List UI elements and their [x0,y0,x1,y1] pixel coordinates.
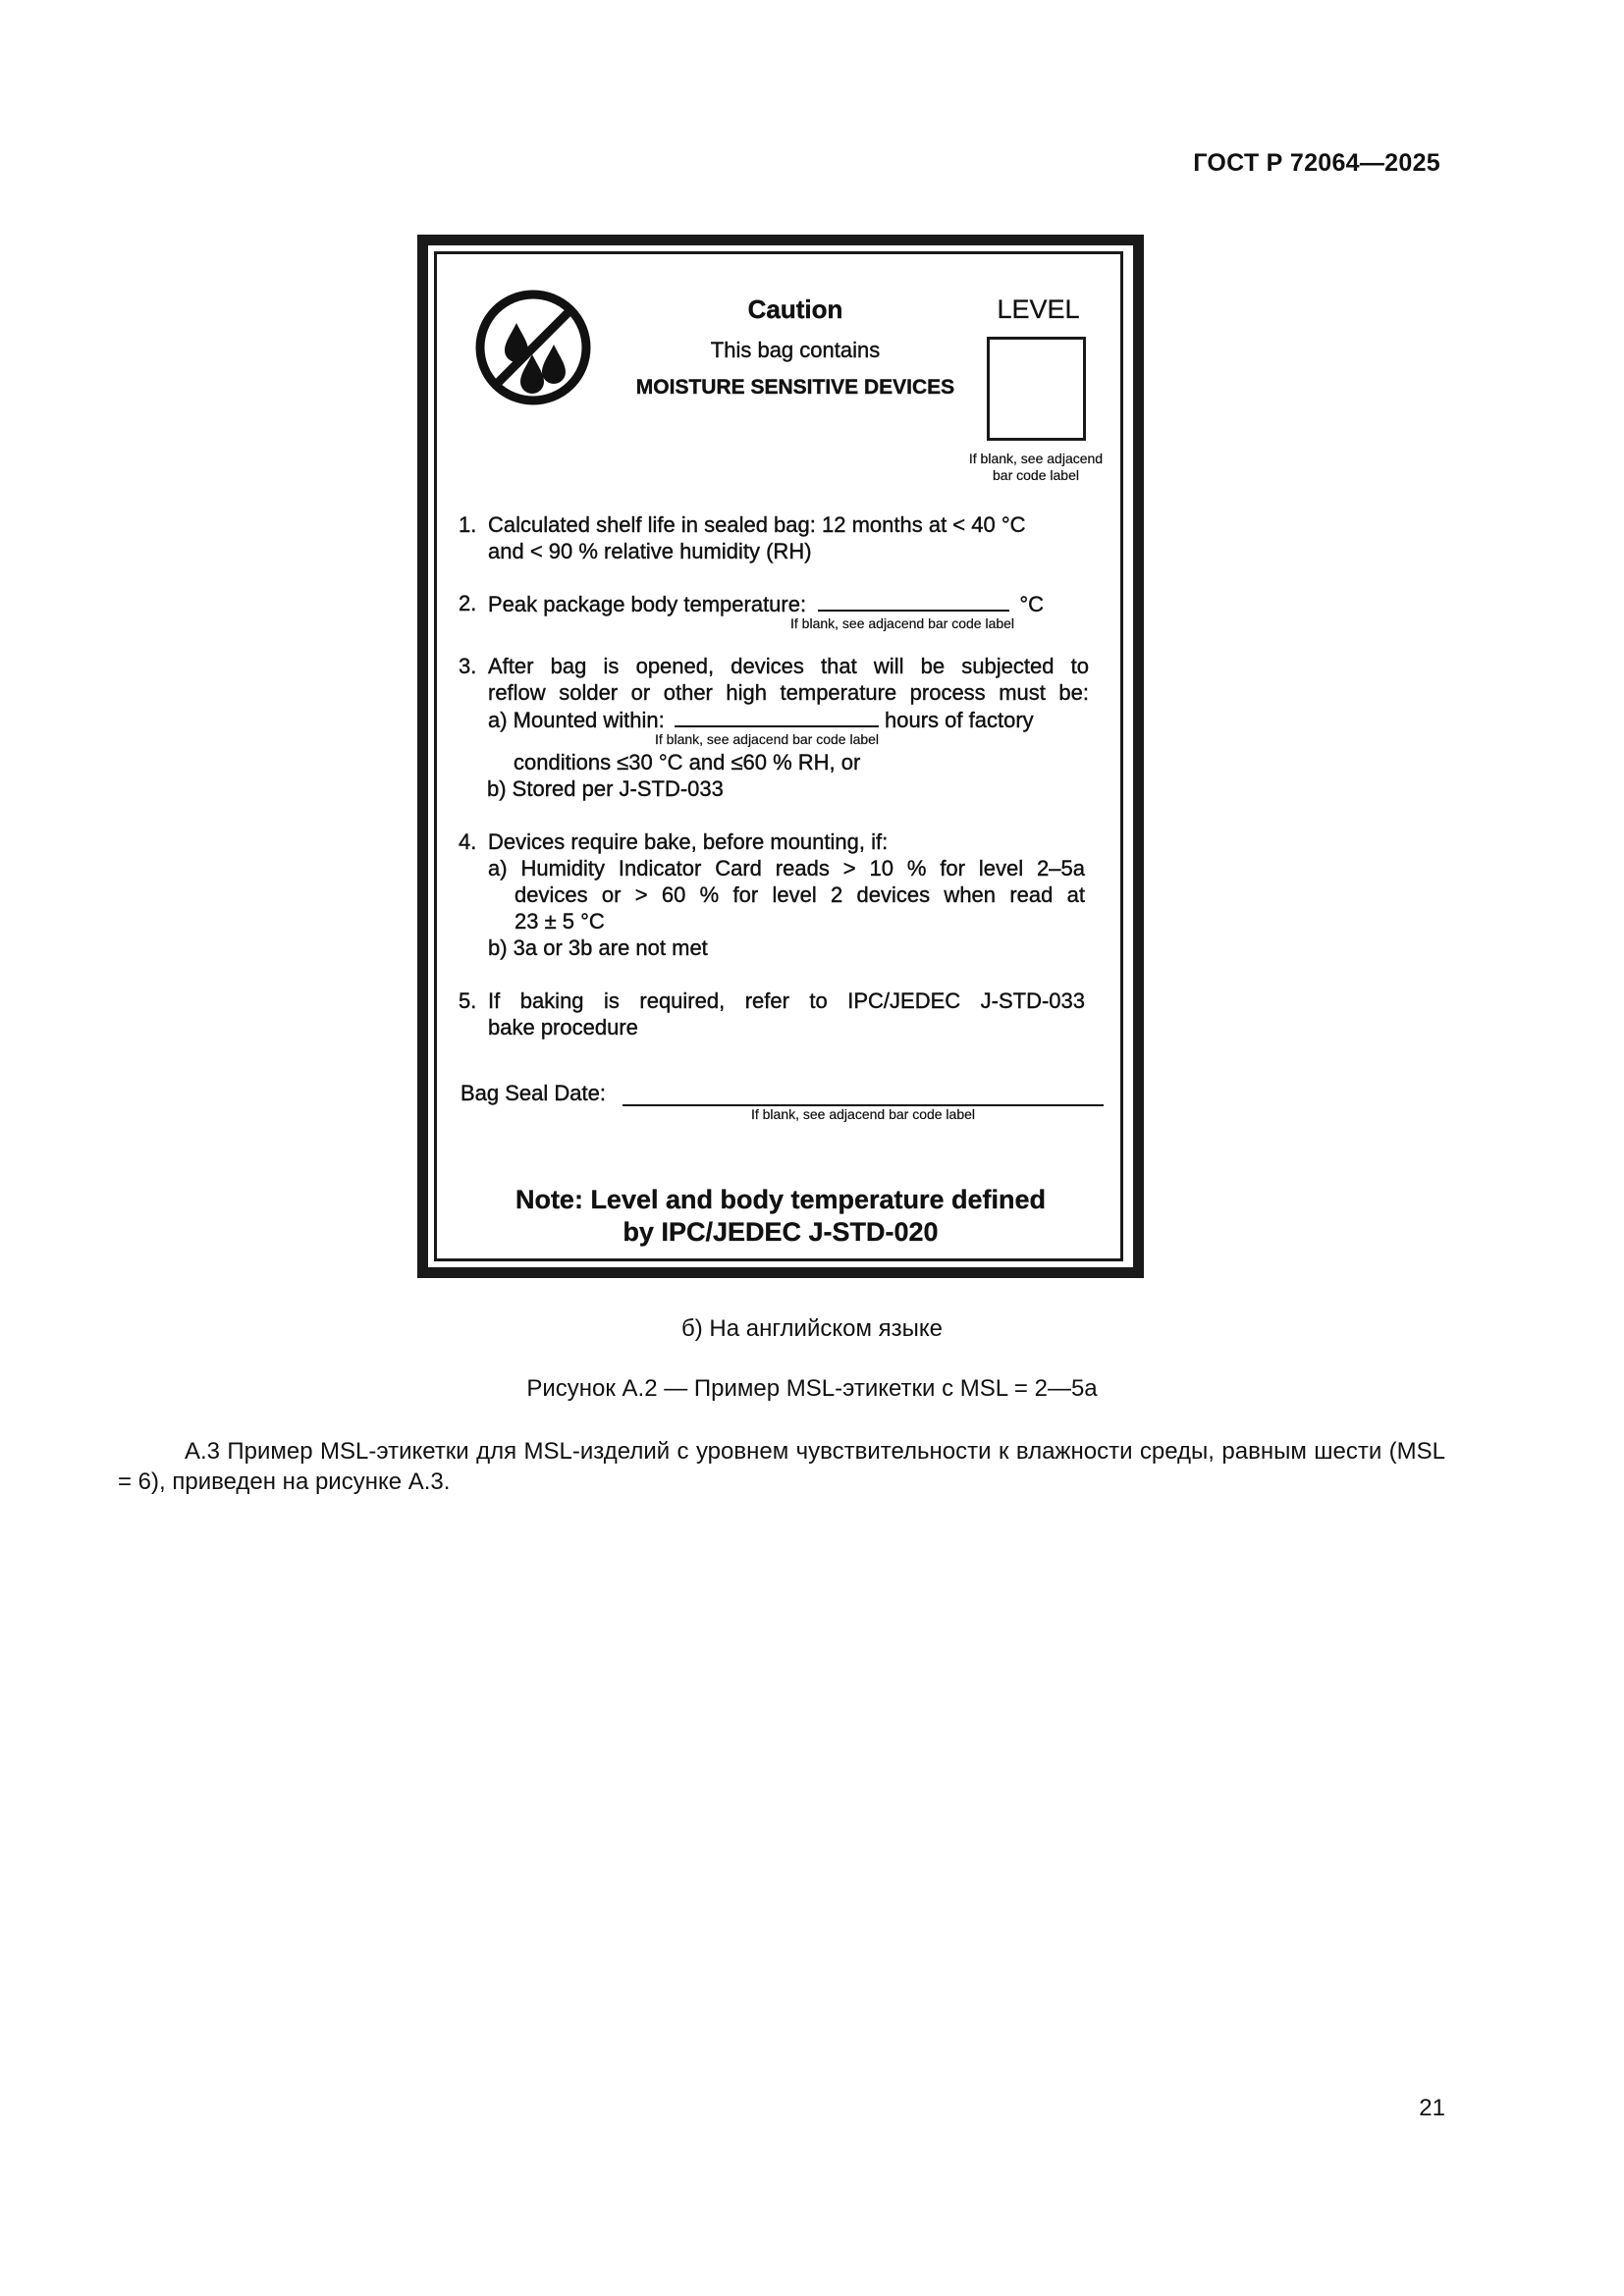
mount-time-field [675,706,879,727]
caution-title: Caution [747,294,843,324]
bag-seal-note: If blank, see adjacend bar code label [750,1106,976,1122]
document-code: ГОСТ Р 72064—2025 [1193,149,1440,177]
level-title: LEVEL [997,294,1080,324]
bag-seal-label: Bag Seal Date: [460,1081,606,1105]
item-1: 1. Calculated shelf life in sealed bag: 12 months at < 40 °C and < 90 % relative humidity (RH) [459,512,1026,563]
no-moisture-icon [473,288,593,407]
peak-temp-field [818,590,1009,612]
item-5: 5. If baking is required, refer to IPC/JEDEC J-STD-033 bake procedure [459,988,1085,1040]
item-4: 4. Devices require bake, before mounting, if: a) Humidity Indicator Card reads > 10 % for level 2–5a devices or > 60 % for level 2 devices when read at 23 ± 5 °C b) 3a or 3b are not met [459,829,1085,960]
subfigure-caption: б) На английском языке [680,1315,944,1342]
item-3-note: If blank, see adjacend bar code label [655,731,880,747]
bag-contains-text: This bag contains [710,338,881,362]
level-note: If blank, see adjacend bar code label [968,451,1104,483]
msd-text: MOISTURE SENSITIVE DEVICES [635,376,955,399]
item-3: 3. After bag is opened, devices that will be subjected to reflow solder or other high temperature process must be: a) Mounted within: hours of factory [459,654,1089,732]
level-box [987,337,1086,441]
item-3b: b) Stored per J-STD-033 [487,776,724,801]
item-2-note: If blank, see adjacend bar code label [790,615,1015,631]
figure-caption: Рисунок А.2 — Пример MSL-этикетки с MSL = 2—5а [526,1375,1098,1402]
body-paragraph: А.3 Пример MSL-этикетки для MSL-изделий с уровнем чувствительности к влажности среды, равным шести (MSL = 6), приведен на рисунке А.3. [118,1438,1445,1495]
label-note: Note: Level and body temperature defined by IPC/JEDEC J-STD-020 [514,1185,1047,1247]
page-number: 21 [1419,2095,1445,2121]
item-3a-conditions: conditions ≤30 °C and ≤60 % RH, or [514,750,861,774]
item-2: 2. Peak package body temperature: °C [459,591,1045,616]
